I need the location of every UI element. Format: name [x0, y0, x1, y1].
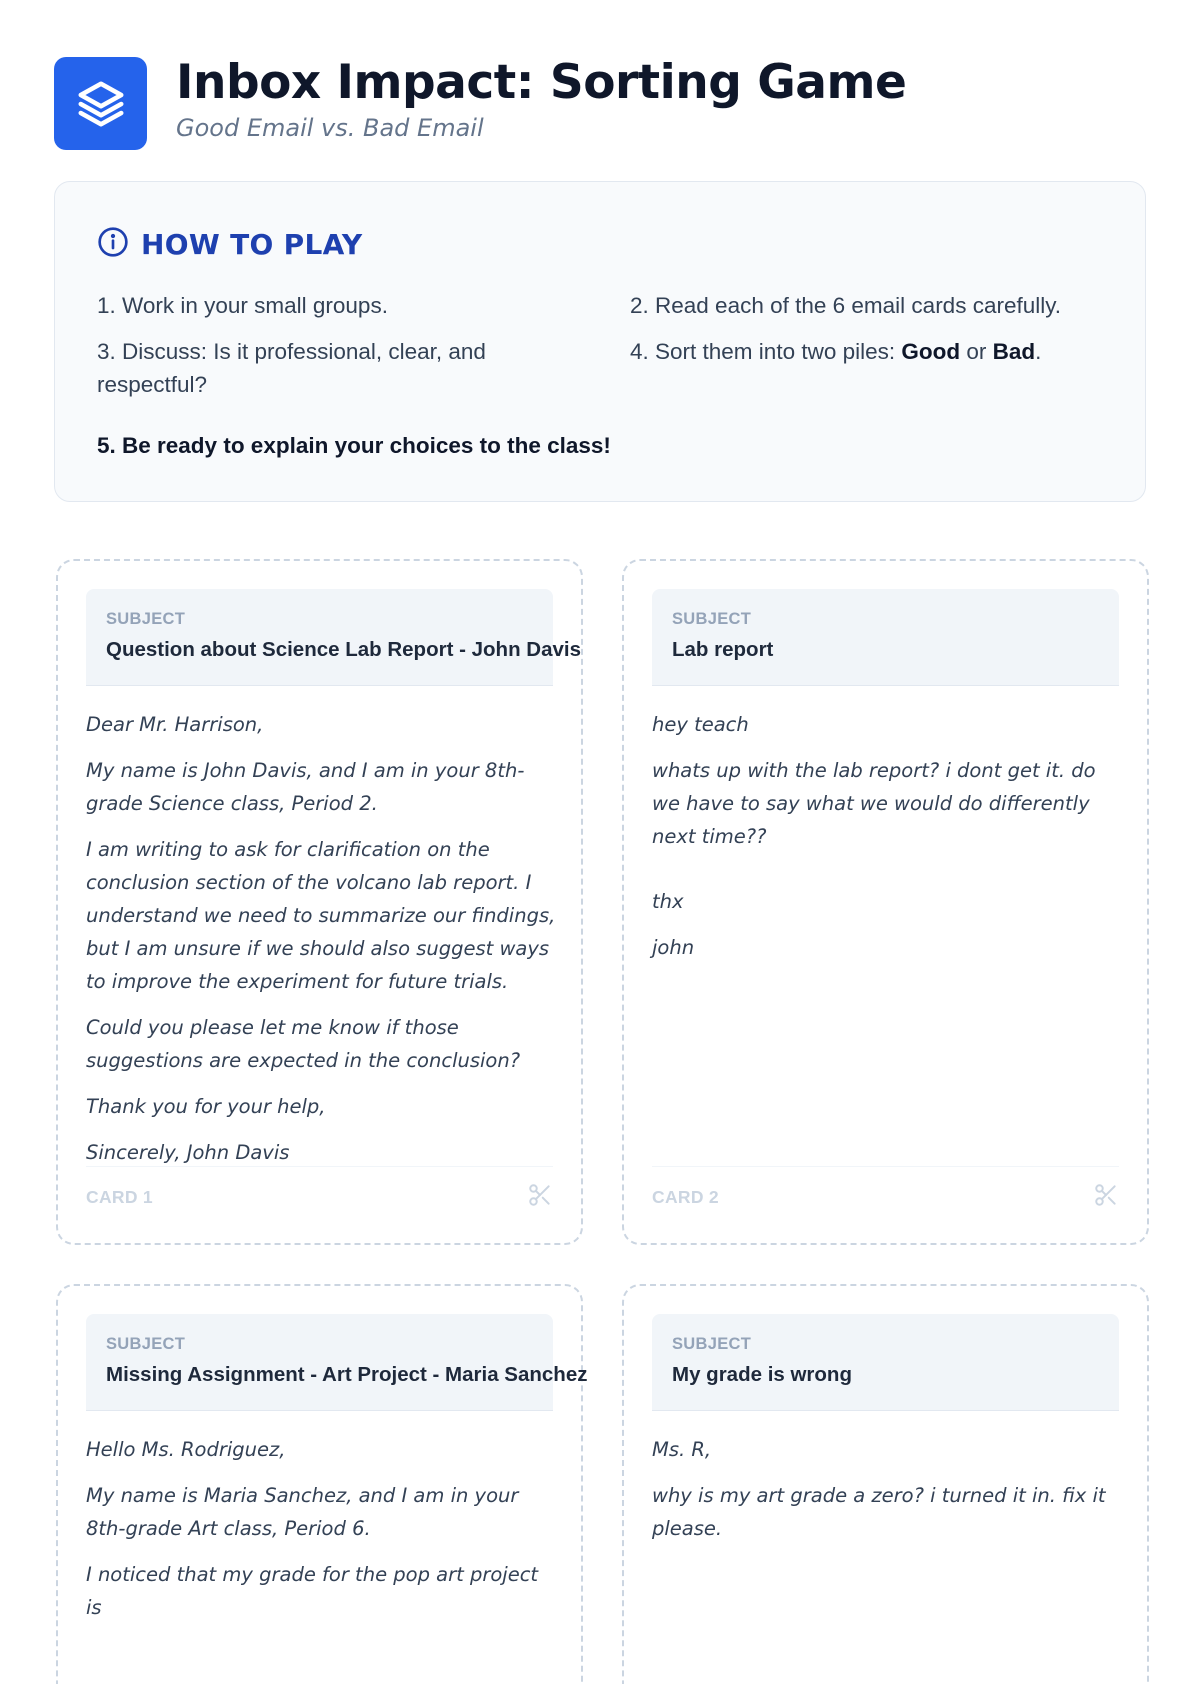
email-paragraph: whats up with the lab report? i dont get it. do we have to say what we would do differently next time?? [652, 759, 1096, 848]
card-footer [652, 1166, 1119, 1227]
subject-box [652, 1314, 1119, 1411]
bad-label: Bad [992, 339, 1036, 364]
email-paragraph: I am writing to ask for clarification on the conclusion section of the volcano lab report. I understand we need to summarize our findings, but I am unsure if we should also suggest ways to improve the experiment for future trials. [86, 838, 556, 993]
email-paragraph: hey teach [652, 713, 749, 736]
good-label: Good [901, 339, 961, 364]
subject-box [86, 589, 581, 686]
card-number: CARD 1 [86, 1186, 153, 1207]
subject-label: SUBJECT [672, 1335, 752, 1353]
how-to-play-panel [54, 181, 1146, 502]
email-paragraph: My name is John Davis, and I am in your 8th-grade Science class, Period 2. [86, 759, 525, 815]
page-title: Inbox Impact: Sorting Game [176, 55, 907, 110]
info-icon [97, 226, 129, 263]
email-paragraph: john [652, 936, 695, 959]
scissors-icon [1093, 1182, 1119, 1213]
email-paragraph: Could you please let me know if those suggestions are expected in the conclusion? [86, 1016, 521, 1072]
email-paragraph: I noticed that my grade for the pop art project is [86, 1563, 539, 1619]
email-body [86, 1433, 556, 1637]
email-paragraph: Ms. R, [652, 1438, 712, 1461]
email-paragraph: Sincerely, John Davis [86, 1141, 290, 1164]
how-to-play-heading: HOW TO PLAY [141, 228, 363, 261]
email-body [652, 708, 1122, 977]
email-card-2 [622, 559, 1149, 1245]
subject-line: My grade is wrong [672, 1363, 852, 1386]
card-footer [86, 1166, 553, 1227]
layers-icon [54, 57, 147, 150]
subject-line: Lab report [672, 638, 774, 661]
email-paragraph: My name is Maria Sanchez, and I am in your 8th-grade Art class, Period 6. [86, 1484, 519, 1540]
email-card-3 [56, 1284, 588, 1684]
subject-label: SUBJECT [106, 610, 186, 628]
email-body [86, 708, 556, 1182]
email-paragraph: Hello Ms. Rodriguez, [86, 1438, 286, 1461]
email-body [652, 1433, 1122, 1558]
page-subtitle: Good Email vs. Bad Email [176, 114, 484, 142]
step-1: 1. Work in your small groups. [97, 293, 388, 318]
email-card-1 [56, 559, 583, 1245]
subject-label: SUBJECT [672, 610, 752, 628]
email-card-4 [622, 1284, 1149, 1684]
email-paragraph: why is my art grade a zero? i turned it in. fix it please. [652, 1484, 1106, 1540]
scissors-icon [527, 1182, 553, 1213]
email-paragraph: Dear Mr. Harrison, [86, 713, 264, 736]
page-header [54, 57, 906, 150]
email-paragraph: Thank you for your help, [86, 1095, 326, 1118]
subject-label: SUBJECT [106, 1335, 186, 1353]
email-paragraph: thx [652, 890, 684, 913]
subject-line: Missing Assignment - Art Project - Maria Sanchez [106, 1363, 588, 1386]
step-2: 2. Read each of the 6 email cards carefully. [630, 293, 1062, 318]
subject-box [86, 1314, 588, 1411]
step-5: 5. Be ready to explain your choices to the class! [97, 433, 611, 458]
subject-line: Question about Science Lab Report - John Davis [106, 638, 581, 661]
step-3: 3. Discuss: Is it professional, clear, and respectful? [97, 339, 486, 397]
card-number: CARD 2 [652, 1186, 719, 1207]
subject-box [652, 589, 1119, 686]
step-4: 4. Sort them into two piles: Good or Bad. [630, 339, 1042, 364]
